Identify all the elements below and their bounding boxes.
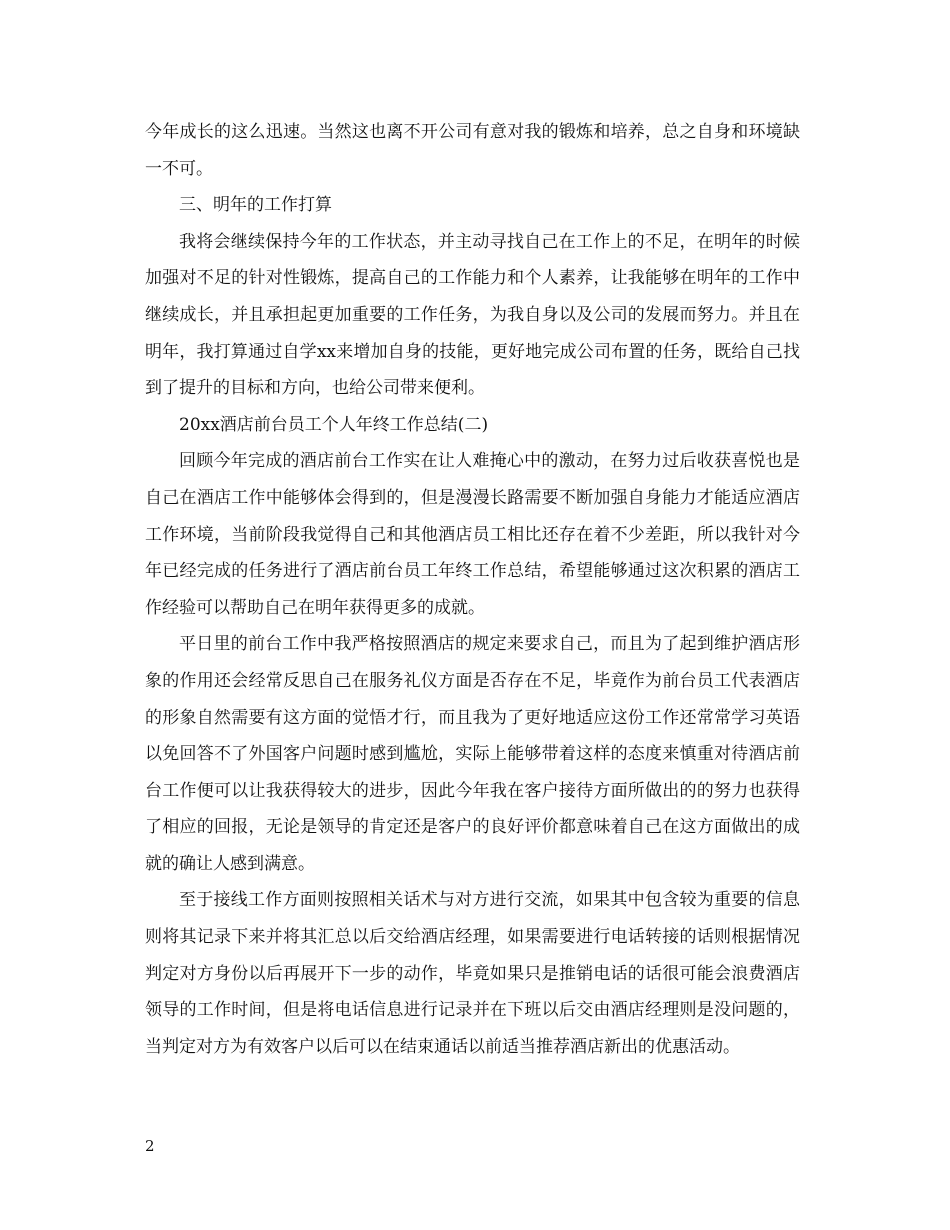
- page-number: 2: [145, 1137, 155, 1155]
- section-heading: 三、明年的工作打算: [179, 195, 332, 216]
- document-body: [145, 114, 800, 1065]
- paragraph: 回顾今年完成的酒店前台工作实在让人难掩心中的激动，在努力过后收获喜悦也是自己在酒店工作中能够体会得到的，但是漫漫长路需要不断加强自身能力才能适应酒店工作环境，当前阶段我觉得自己和其他酒店员工相比还存在着不少差距，所以我针对今年已经完成的任务进行了酒店前台员工年终工作总结，希望能够通过这次积累的酒店工作经验可以帮助自己在明年获得更多的成就。: [145, 451, 800, 618]
- section-heading: 20xx酒店前台员工个人年终工作总结(二): [179, 414, 489, 435]
- paragraph: 我将会继续保持今年的工作状态，并主动寻找自己在工作上的不足，在明年的时候加强对不足的针对性锻炼，提高自己的工作能力和个人素养，让我能够在明年的工作中继续成长，并且承担起更加重要的工作任务，为我自身以及公司的发展而努力。并且在明年，我打算通过自学xx来增加自身的技能，更好地完成公司布置的任务，既给自己找到了提升的目标和方向，也给公司带来便利。: [145, 231, 800, 399]
- paragraph: 至于接线工作方面则按照相关话术与对方进行交流，如果其中包含较为重要的信息则将其记录下来并将其汇总以后交给酒店经理，如果需要进行电话转接的话则根据情况判定对方身份以后再展开下一步的动作，毕竟如果只是推销电话的话很可能会浪费酒店领导的工作时间，但是将电话信息进行记录并在下班以后交由酒店经理则是没问题的，当判定对方为有效客户以后可以在结束通话以前适当推荐酒店新出的优惠活动。: [145, 890, 800, 1057]
- paragraph: 今年成长的这么迅速。当然这也离不开公司有意对我的锻炼和培养，总之自身和环境缺一不可。: [145, 122, 800, 179]
- paragraph: 平日里的前台工作中我严格按照酒店的规定来要求自己，而且为了起到维护酒店形象的作用还会经常反思自己在服务礼仪方面是否存在不足，毕竟作为前台员工代表酒店的形象自然需要有这方面的觉悟才行，而且我为了更好地适应这份工作还常常学习英语以免回答不了外国客户问题时感到尴尬，实际上能够带着这样的态度来慎重对待酒店前台工作便可以让我获得较大的进步，因此今年我在客户接待方面所做出的的努力也获得了相应的回报，无论是领导的肯定还是客户的良好评价都意味着自己在这方面做出的成就的确让人感到满意。: [145, 634, 800, 874]
